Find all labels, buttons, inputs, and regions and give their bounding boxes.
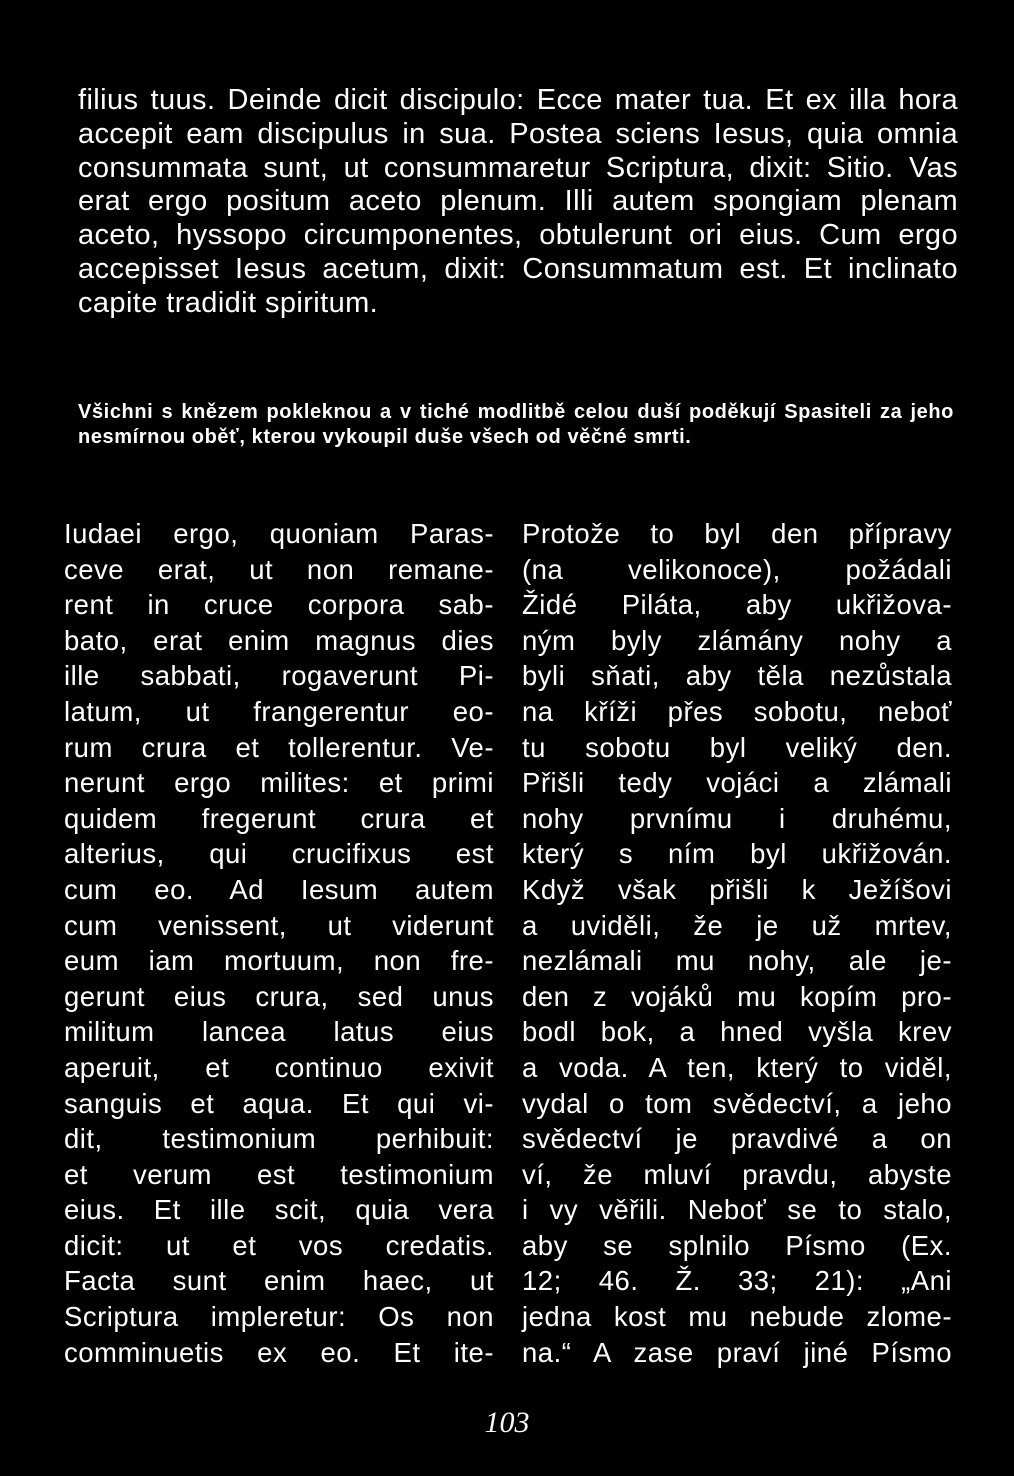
czech-line: byli sňati, aby těla nezůstala: [522, 660, 952, 692]
latin-line: cum eo. Ad Iesum autem: [64, 873, 494, 905]
czech-line: na.“ A zase praví jiné Písmo: [522, 1336, 952, 1368]
czech-line: Protože to byl den přípravy: [522, 518, 952, 549]
czech-line: Židé Piláta, aby ukřižova-: [522, 589, 952, 621]
latin-line: ceve erat, ut non remane-: [64, 553, 494, 585]
czech-line: den z vojáků mu kopím pro-: [522, 980, 952, 1012]
latin-column: [64, 516, 494, 1370]
latin-line: gerunt eius crura, sed unus: [64, 980, 494, 1012]
czech-line: Když však přišli k Ježíšovi: [522, 873, 952, 905]
latin-line: ille sabbati, rogaverunt Pi-: [64, 660, 494, 692]
czech-line: nezlámali mu nohy, ale je-: [522, 945, 952, 977]
latin-intro-paragraph: filius tuus. Deinde dicit discipulo: Ecce mater tua. Et ex illa hora accepit eam discipulus in sua. Postea sciens Iesus, quia omnia consummata sunt, ut consummaretur Scriptura, dixit: Sitio. Vas erat ergo positum aceto plenum. Illi autem spongiam plenam aceto, hyssopo circumponentes, obtulerunt ori eius. Cum ergo accepisset Iesus acetum, dixit: Consummatum est. Et inclinato capite tradidit spiritum.: [78, 84, 958, 319]
czech-line: i vy věřili. Neboť se to stalo,: [522, 1194, 952, 1226]
czech-line: nohy prvnímu i druhému,: [522, 802, 952, 834]
czech-line: svědectví je pravdivé a on: [522, 1123, 952, 1155]
czech-line: a voda. A ten, který to viděl,: [522, 1051, 952, 1083]
latin-line: dicit: ut et vos credatis.: [64, 1229, 494, 1261]
czech-line: ným byly zlámány nohy a: [522, 624, 952, 656]
czech-line: a uviděli, že je už mrtev,: [522, 909, 952, 941]
latin-line: eius. Et ille scit, quia vera: [64, 1194, 494, 1226]
czech-line: aby se splnilo Písmo (Ex.: [522, 1229, 952, 1261]
czech-line: na kříži přes sobotu, neboť: [522, 695, 952, 727]
czech-line: ví, že mluví pravdu, abyste: [522, 1158, 952, 1190]
page-number: 103: [484, 1406, 530, 1439]
latin-line: Facta sunt enim haec, ut: [64, 1265, 494, 1297]
latin-line: comminuetis ex eo. Et ite-: [64, 1336, 494, 1368]
latin-line: rent in cruce corpora sab-: [64, 589, 494, 621]
czech-column: [522, 516, 952, 1370]
latin-line: eum iam mortuum, non fre-: [64, 945, 494, 977]
latin-line: et verum est testimonium: [64, 1158, 494, 1190]
czech-line: tu sobotu byl veliký den.: [522, 731, 952, 763]
latin-line: aperuit, et continuo exivit: [64, 1051, 494, 1083]
latin-line: Scriptura impleretur: Os non: [64, 1301, 494, 1333]
latin-line: sanguis et aqua. Et qui vi-: [64, 1087, 494, 1119]
latin-line: latum, ut frangerentur eo-: [64, 695, 494, 727]
latin-line: alterius, qui crucifixus est: [64, 838, 494, 870]
czech-line: jedna kost mu nebude zlome-: [522, 1301, 952, 1333]
czech-line: který s ním byl ukřižován.: [522, 838, 952, 870]
latin-line: dit, testimonium perhibuit:: [64, 1123, 494, 1155]
czech-line: 12; 46. Ž. 33; 21): „Ani: [522, 1265, 952, 1297]
czech-line: vydal o tom svědectví, a jeho: [522, 1087, 952, 1119]
latin-line: bato, erat enim magnus dies: [64, 624, 494, 656]
latin-line: militum lancea latus eius: [64, 1016, 494, 1048]
latin-line: cum venissent, ut viderunt: [64, 909, 494, 941]
czech-line: bodl bok, a hned vyšla krev: [522, 1016, 952, 1048]
latin-line: quidem fregerunt crura et: [64, 802, 494, 834]
latin-line: rum crura et tollerentur. Ve-: [64, 731, 494, 763]
latin-line: Iudaei ergo, quoniam Paras-: [64, 518, 494, 549]
latin-line: nerunt ergo milites: et primi: [64, 767, 494, 799]
czech-line: (na velikonoce), požádali: [522, 553, 952, 585]
czech-line: Přišli tedy vojáci a zlámali: [522, 767, 952, 799]
rubric-instruction: Všichni s knězem pokleknou a v tiché modlitbě celou duší poděkují Spasiteli za jeho nesmírnou oběť, kterou vykoupil duše všech od věčné smrti.: [78, 401, 954, 448]
